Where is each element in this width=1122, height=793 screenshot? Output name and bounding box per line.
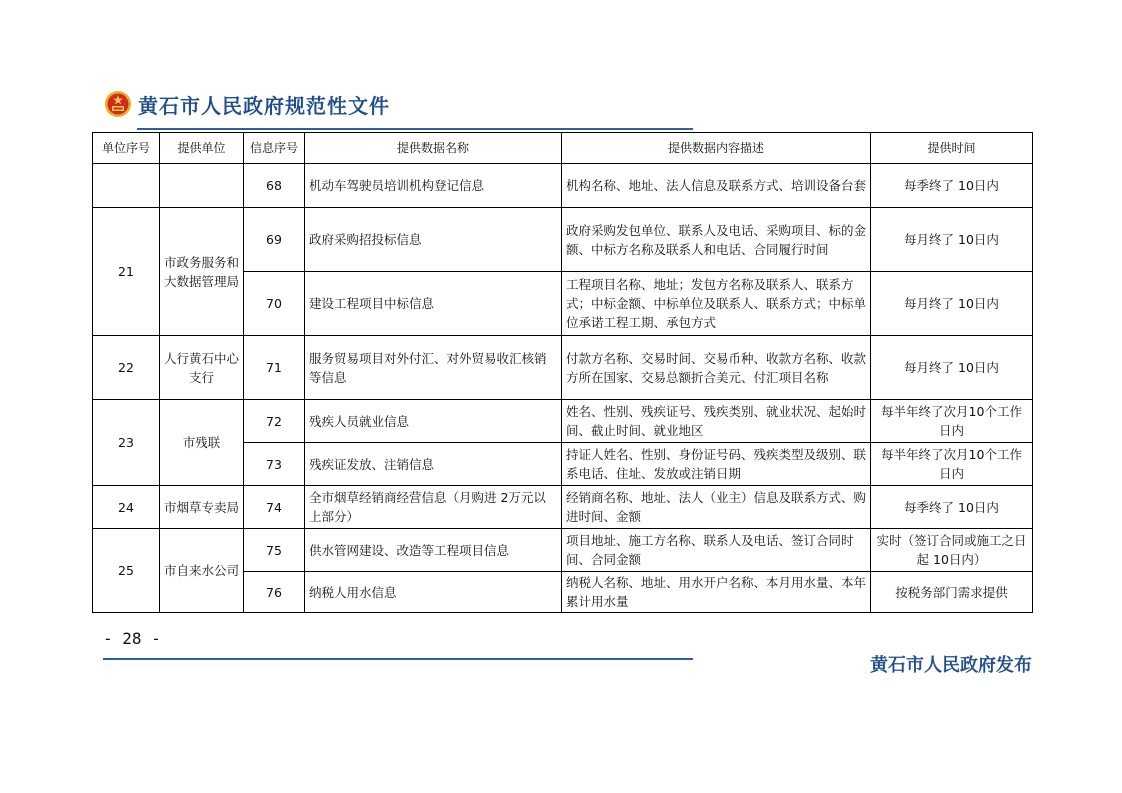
publisher-label: 黄石市人民政府发布 [870,655,1032,676]
cell-unit-no: 25 [93,529,160,613]
cell-data-desc: 持证人姓名、性别、身份证号码、残疾类型及级别、联系电话、住址、发放或注销日期 [562,443,871,486]
table-header-row [93,133,1033,164]
cell-info-no: 68 [244,164,305,208]
cell-unit: 市残联 [160,400,244,486]
cell-time: 实时（签订合同或施工之日起 10日内） [871,529,1033,572]
table-row [93,164,1033,208]
cell-unit-no: 23 [93,400,160,486]
cell-data-desc: 经销商名称、地址、法人（业主）信息及联系方式、购进时间、金额 [562,486,871,529]
footer-divider [103,658,693,660]
cell-info-no: 70 [244,272,305,336]
col-header-unit: 提供单位 [160,133,244,164]
cell-data-name: 残疾证发放、注销信息 [305,443,562,486]
cell-data-desc: 姓名、性别、残疾证号、残疾类别、就业状况、起始时间、截止时间、就业地区 [562,400,871,443]
cell-data-desc: 机构名称、地址、法人信息及联系方式、培训设备台套 [562,164,871,208]
cell-time: 每季终了 10日内 [871,486,1033,529]
cell-unit-no: 22 [93,336,160,400]
cell-info-no: 75 [244,529,305,572]
cell-data-desc: 项目地址、施工方名称、联系人及电话、签订合同时间、合同金额 [562,529,871,572]
table-row [93,336,1033,400]
cell-data-name: 残疾人员就业信息 [305,400,562,443]
table-row [93,208,1033,272]
cell-info-no: 71 [244,336,305,400]
cell-time: 按税务部门需求提供 [871,572,1033,613]
table-row [93,400,1033,443]
cell-time: 每半年终了次月10个工作日内 [871,443,1033,486]
cell-info-no: 73 [244,443,305,486]
cell-info-no: 74 [244,486,305,529]
cell-data-name: 机动车驾驶员培训机构登记信息 [305,164,562,208]
cell-data-desc: 纳税人名称、地址、用水开户名称、本月用水量、本年累计用水量 [562,572,871,613]
cell-unit [160,164,244,208]
cell-data-name: 建设工程项目中标信息 [305,272,562,336]
cell-unit: 市政务服务和大数据管理局 [160,208,244,336]
cell-unit-no: 24 [93,486,160,529]
cell-unit: 市自来水公司 [160,529,244,613]
cell-data-name: 纳税人用水信息 [305,572,562,613]
cell-info-no: 72 [244,400,305,443]
cell-time: 每月终了 10日内 [871,336,1033,400]
document-header [104,86,390,122]
col-header-time: 提供时间 [871,133,1033,164]
cell-time: 每月终了 10日内 [871,208,1033,272]
cell-unit: 人行黄石中心支行 [160,336,244,400]
document-title: 黄石市人民政府规范性文件 [138,93,390,118]
col-header-unit-no: 单位序号 [93,133,160,164]
cell-data-desc: 付款方名称、交易时间、交易币种、收款方名称、收款方所在国家、交易总额折合美元、付汇项目名称 [562,336,871,400]
header-divider [137,128,693,130]
cell-data-name: 服务贸易项目对外付汇、对外贸易收汇核销等信息 [305,336,562,400]
cell-time: 每半年终了次月10个工作日内 [871,400,1033,443]
cell-unit-no: 21 [93,208,160,336]
table-row [93,529,1033,572]
cell-data-name: 政府采购招投标信息 [305,208,562,272]
col-header-info-no: 信息序号 [244,133,305,164]
cell-info-no: 69 [244,208,305,272]
cell-data-desc: 政府采购发包单位、联系人及电话、采购项目、标的金额、中标方名称及联系人和电话、合同履行时间 [562,208,871,272]
col-header-data-desc: 提供数据内容描述 [562,133,871,164]
cell-info-no: 76 [244,572,305,613]
cell-unit-no [93,164,160,208]
cell-data-name: 全市烟草经销商经营信息（月购进 2万元以上部分） [305,486,562,529]
cell-data-desc: 工程项目名称、地址；发包方名称及联系人、联系方式；中标金额、中标单位及联系人、联系方式；中标单位承诺工程工期、承包方式 [562,272,871,336]
col-header-data-name: 提供数据名称 [305,133,562,164]
cell-time: 每月终了 10日内 [871,272,1033,336]
cell-data-name: 供水管网建设、改造等工程项目信息 [305,529,562,572]
data-sharing-table [92,132,1033,613]
cell-unit: 市烟草专卖局 [160,486,244,529]
cell-time: 每季终了 10日内 [871,164,1033,208]
national-emblem-icon [104,90,132,118]
table-row [93,486,1033,529]
page-number: - 28 - [103,629,161,648]
